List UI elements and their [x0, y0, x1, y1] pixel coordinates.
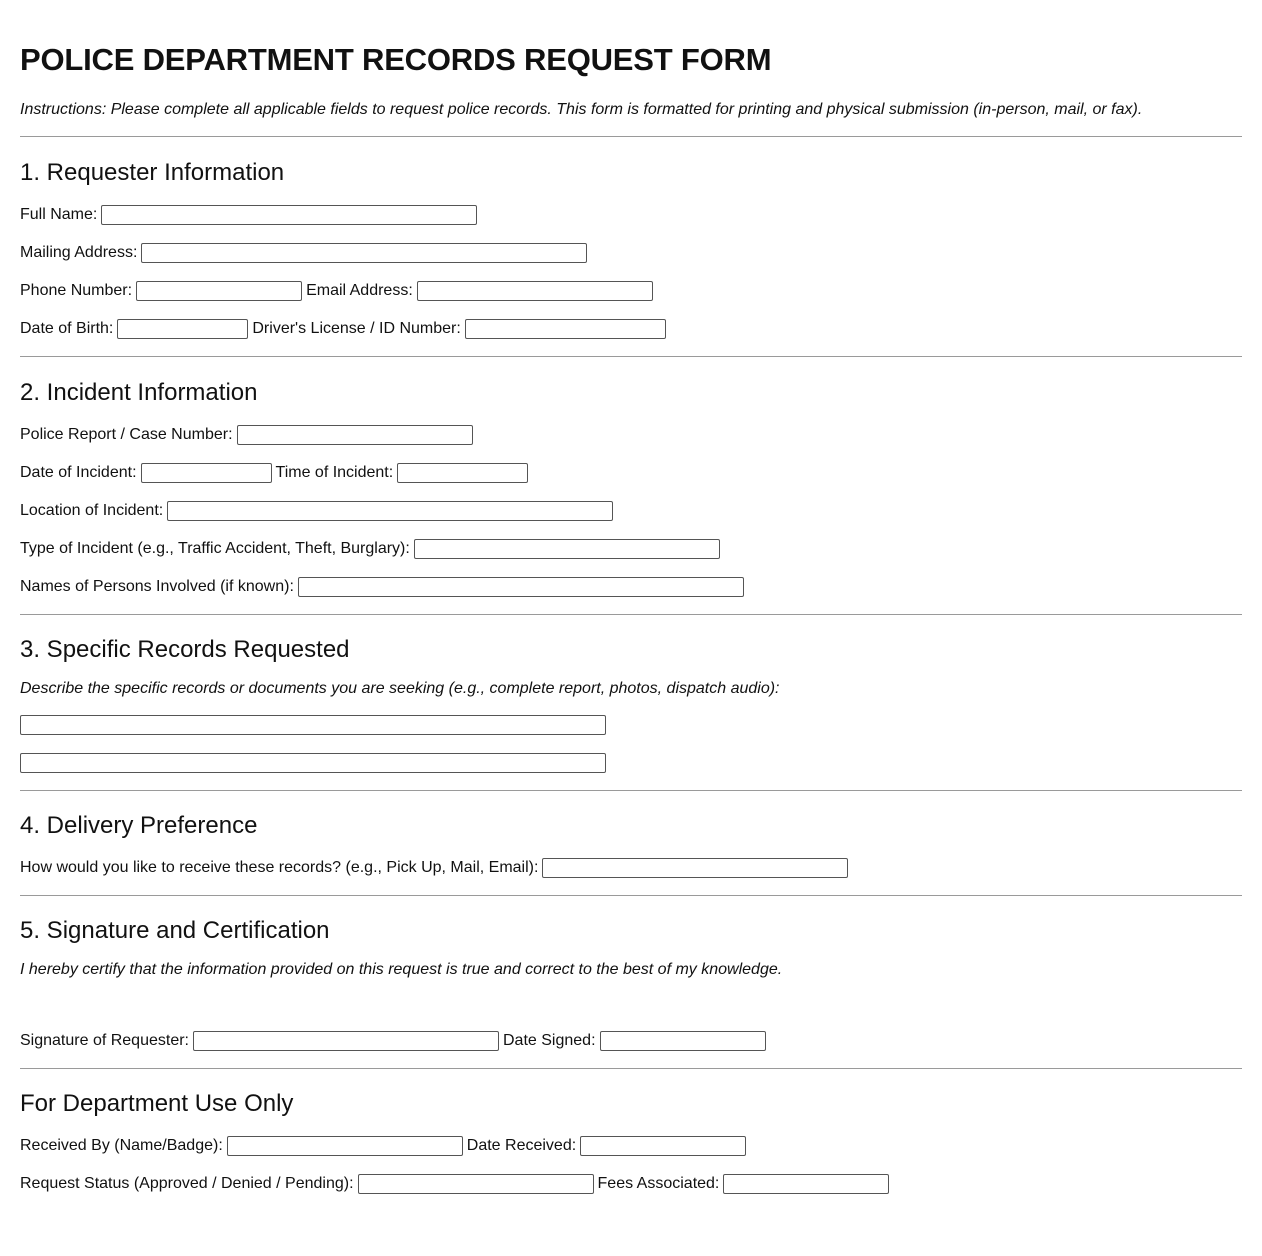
divider — [20, 614, 1242, 615]
section-records-requested — [20, 636, 1242, 774]
section-heading: 5. Signature and Certification — [20, 917, 330, 944]
mailing-address-field[interactable] — [141, 243, 587, 263]
dob-license-row — [20, 318, 1242, 340]
email-address-label: Email Address: — [306, 282, 413, 299]
incident-type-row — [20, 538, 1242, 560]
case-number-row — [20, 424, 1242, 446]
phone-number-label: Phone Number: — [20, 282, 133, 299]
full-name-row — [20, 204, 1242, 226]
mailing-address-row — [20, 242, 1242, 264]
case-number-field[interactable] — [237, 425, 473, 445]
received-by-field[interactable] — [227, 1136, 463, 1156]
section-requester-information — [20, 159, 1242, 340]
divider — [20, 1068, 1242, 1069]
persons-involved-field[interactable] — [298, 577, 744, 597]
date-time-row — [20, 462, 1242, 484]
time-of-incident-label: Time of Incident: — [275, 464, 394, 481]
divider — [20, 356, 1242, 357]
form-instructions: Instructions: Please complete all applicable fields to request police records. This form is formatted for printing and physical submission (in-person, mail, or fax). — [20, 101, 1143, 118]
request-status-label: Request Status (Approved / Denied / Pending): — [20, 1175, 354, 1192]
license-id-field[interactable] — [465, 319, 666, 339]
signature-label: Signature of Requester: — [20, 1032, 189, 1049]
date-signed-label: Date Signed: — [503, 1032, 596, 1049]
date-signed-field[interactable] — [600, 1031, 766, 1051]
date-of-incident-field[interactable] — [141, 463, 272, 483]
location-field[interactable] — [167, 501, 613, 521]
location-row — [20, 500, 1242, 522]
email-address-field[interactable] — [417, 281, 653, 301]
form-title: POLICE DEPARTMENT RECORDS REQUEST FORM — [20, 42, 772, 77]
records-description: Describe the specific records or documents you are seeking (e.g., complete report, photos, dispatch audio): — [20, 680, 780, 697]
persons-involved-row — [20, 576, 1242, 598]
certification-statement: I hereby certify that the information provided on this request is true and correct to the best of my knowledge. — [20, 961, 783, 978]
divider — [20, 136, 1242, 137]
delivery-label: How would you like to receive these records? (e.g., Pick Up, Mail, Email): — [20, 859, 539, 876]
incident-type-field[interactable] — [414, 539, 720, 559]
signature-row — [20, 1030, 1242, 1052]
phone-number-field[interactable] — [136, 281, 302, 301]
mailing-address-label: Mailing Address: — [20, 244, 138, 261]
date-of-birth-field[interactable] — [117, 319, 248, 339]
divider — [20, 790, 1242, 791]
section-department-use — [20, 1090, 1242, 1195]
records-line-1-field[interactable] — [20, 715, 606, 735]
section-signature-certification — [20, 917, 1242, 1052]
license-id-label: Driver's License / ID Number: — [252, 320, 461, 337]
records-line-2-row — [20, 752, 1242, 774]
incident-type-label: Type of Incident (e.g., Traffic Accident, Theft, Burglary): — [20, 540, 410, 557]
date-of-incident-label: Date of Incident: — [20, 464, 137, 481]
section-heading: 2. Incident Information — [20, 379, 258, 406]
received-by-label: Received By (Name/Badge): — [20, 1137, 223, 1154]
signature-field[interactable] — [193, 1031, 499, 1051]
fees-field[interactable] — [723, 1174, 889, 1194]
section-heading: 1. Requester Information — [20, 159, 285, 186]
full-name-label: Full Name: — [20, 206, 98, 223]
delivery-row — [20, 857, 1242, 879]
section-heading: For Department Use Only — [20, 1090, 294, 1117]
section-heading: 3. Specific Records Requested — [20, 636, 350, 663]
case-number-label: Police Report / Case Number: — [20, 426, 233, 443]
records-line-1-row — [20, 714, 1242, 736]
received-row — [20, 1135, 1242, 1157]
fees-label: Fees Associated: — [597, 1175, 720, 1192]
delivery-field[interactable] — [542, 858, 848, 878]
section-heading: 4. Delivery Preference — [20, 812, 258, 839]
location-label: Location of Incident: — [20, 502, 164, 519]
status-row — [20, 1173, 1242, 1195]
date-received-field[interactable] — [580, 1136, 746, 1156]
request-status-field[interactable] — [358, 1174, 594, 1194]
section-delivery-preference — [20, 812, 1242, 879]
divider — [20, 895, 1242, 896]
persons-involved-label: Names of Persons Involved (if known): — [20, 578, 294, 595]
records-line-2-field[interactable] — [20, 753, 606, 773]
phone-email-row — [20, 280, 1242, 302]
date-of-birth-label: Date of Birth: — [20, 320, 114, 337]
time-of-incident-field[interactable] — [397, 463, 528, 483]
full-name-field[interactable] — [101, 205, 477, 225]
section-incident-information — [20, 379, 1242, 598]
date-received-label: Date Received: — [466, 1137, 577, 1154]
